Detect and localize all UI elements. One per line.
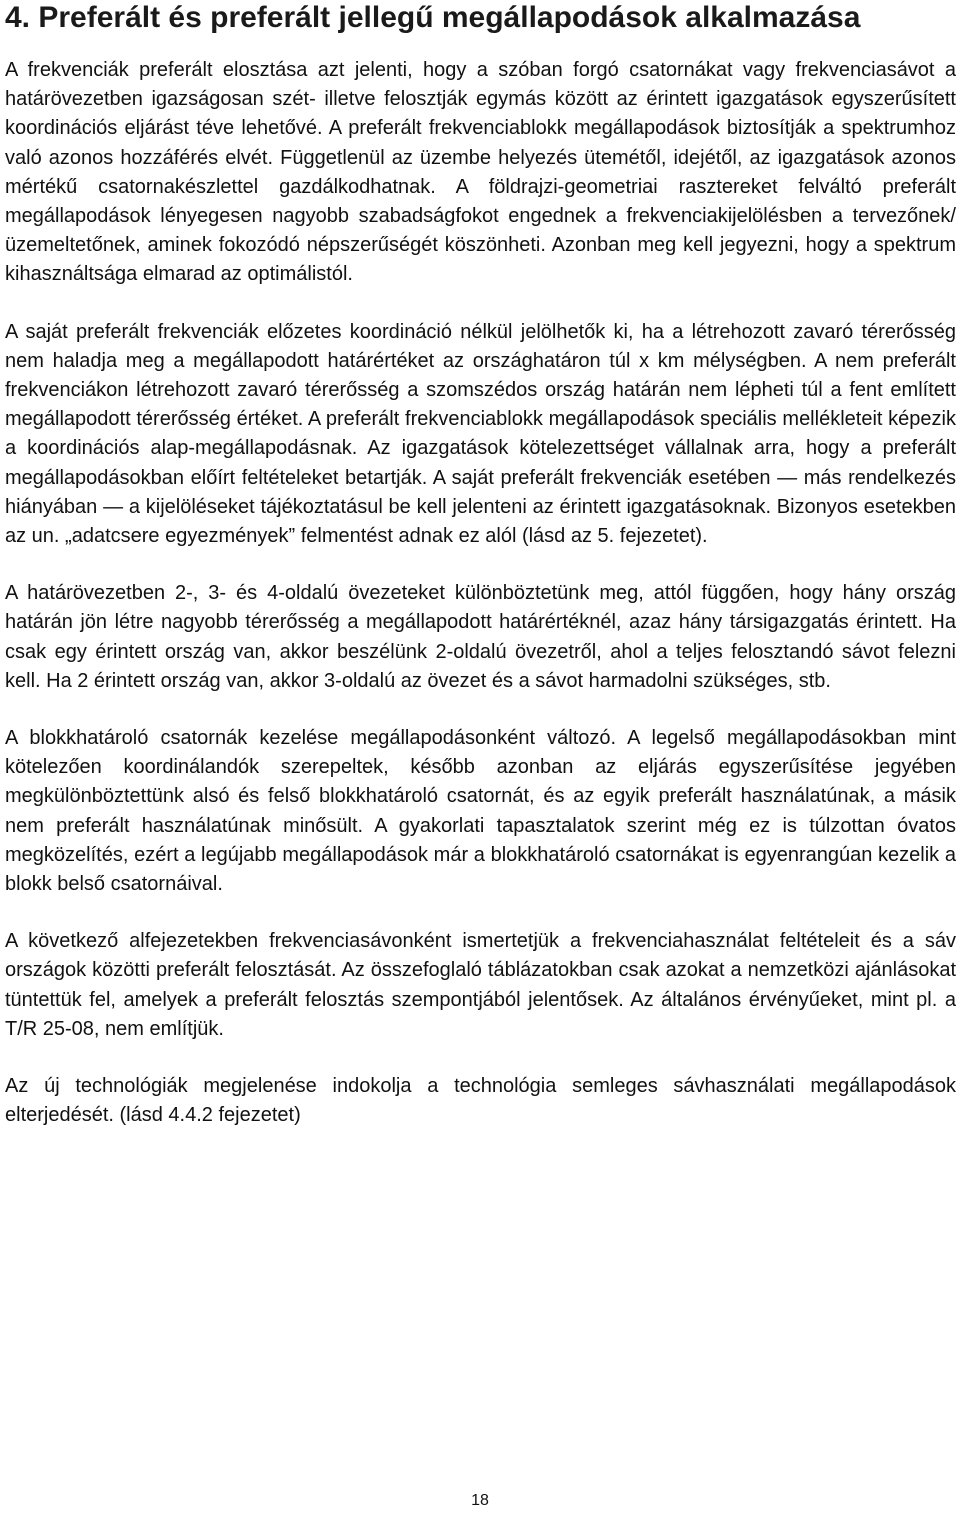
page-number: 18 (471, 1492, 489, 1509)
paragraph-new-technologies: Az új technológiák megjelenése indokolja a technológia semleges sávhasználati megállapodások elterjedését. (lásd 4.4.2 fejezetet) (5, 1075, 956, 1127)
paragraph-own-preferred-frequencies: A saját preferált frekvenciák előzetes koordináció nélkül jelölhetők ki, ha a létrehozott zavaró térerősség nem haladja meg a megállapodott határértéket az országhatáron túl x km mélységben. A nem preferált frekvenciákon létrehozott zavaró térerősség a szomszédos ország határán nem lépheti túl a fent említett megállapodott térerősség értéket. A preferált frekvenciablokk megállapodások speciális mellékleteit képezik a koordinációs alap-megállapodásnak. Az igazgatások kötelezettséget vállalnak arra, hogy a preferált megállapodásokban előírt feltételeket betartják. A saját preferált frekvenciák esetében — más rendelkezés hiányában — a kijelöléseket tájékoztatásul be kell jelenteni az érintett igazgatásoknak. Bizonyos esetekben az un. „adatcsere egyezmények” felmentést adnak ez alól (lásd az 5. fejezetet). (5, 320, 956, 548)
paragraph-subsections-overview: A következő alfejezetekben frekvenciasávonként ismertetjük a frekvenciahasználat feltételeit és a sáv országok közötti preferált felosztását. Az összefoglaló táblázatokban csak azokat a nemzetközi ajánlásokat tüntettük fel, amelyek a preferált felosztás szempontjából jelentősek. Az általános érvényűeket, mint pl. a T/R 25-08, nem említjük. (5, 930, 956, 1040)
paragraph-block-boundary-channels: A blokkhatároló csatornák kezelése megállapodásonként változó. A legelső megállapodásokban mint kötelezően koordinálandók szerepeltek, később azonban az eljárás egyszerűsítése jegyében megkülönböztettünk alsó és felső blokkhatároló csatornát, és az egyik preferált használatúnak, a másik nem preferált használatúnak minősült. A gyakorlati tapasztalatok szerint még ez is túlzottan óvatos megközelítés, ezért a legújabb megállapodások már a blokkhatároló csatornákat is egyenrangúan kezelik a blokk belső csatornáival. (5, 727, 956, 896)
paragraph-preferred-allocation: A frekvenciák preferált elosztása azt jelenti, hogy a szóban forgó csatornákat vagy frekvenciasávot a határövezetben igazságosan szét- illetve felosztják egymás között az érintett igazgatások egyszerűsített koordinációs eljárást téve lehetővé. A preferált frekvenciablokk megállapodások biztosítják a spektrumhoz való azonos hozzáférés elvét. Függetlenül az üzembe helyezés ütemétől, idejétől, az igazgatások azonos mértékű csatornakészlettel gazdálkodhatnak. A földrajzi-geometriai rasztereket felváltó preferált megállapodások lényegesen nagyobb szabadságfokot engednek a frekvenciakijelölésben a tervezőnek/üzemeltetőnek, aminek fokozódó népszerűségét köszönheti. Azonban meg kell jegyezni, hogy a spektrum kihasználtsága elmarad az optimálistól. (5, 59, 956, 286)
paragraph-border-zones: A határövezetben 2-, 3- és 4-oldalú övezeteket különböztetünk meg, attól függően, hogy hány ország határán jön létre nagyobb térerősség a megállapodott határértéknél, azaz hány társigazgatás érintett. Ha csak egy érintett ország van, akkor beszélünk 2-oldalú övezetről, ahol a teljes felosztandó sávot felezni kell. Ha 2 érintett ország van, akkor 3-oldalú az övezet és a sávot harmadolni szükséges, stb. (5, 582, 956, 692)
document-page (5, 0, 956, 1131)
section-heading: 4. Preferált és preferált jellegű megállapodások alkalmazása (5, 1, 861, 34)
